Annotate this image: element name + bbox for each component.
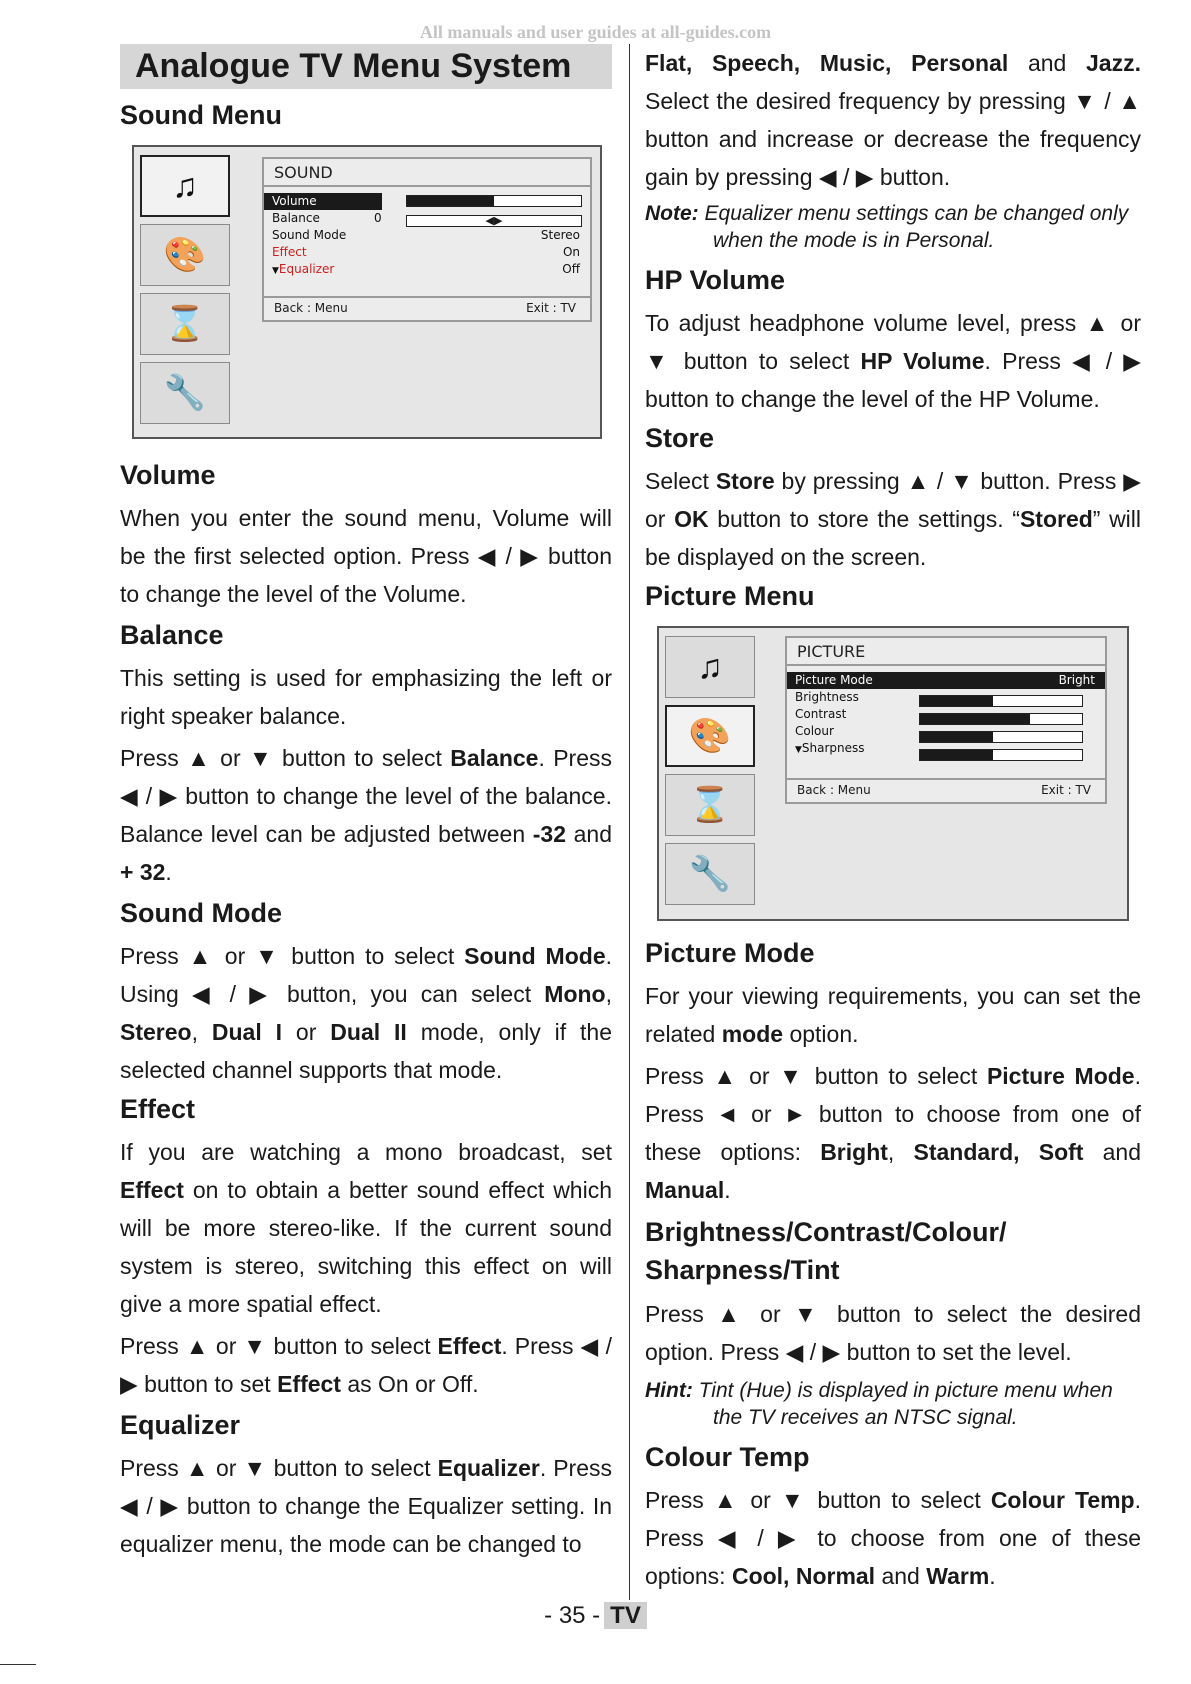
- site-watermark: All manuals and user guides at all-guides.com: [419, 22, 772, 42]
- osd-footer: Back : Menu Exit : TV: [264, 296, 590, 320]
- picture-mode-heading: Picture Mode: [645, 938, 815, 968]
- effect-text-1: If you are watching a mono broadcast, set Effect on to obtain a better sound effect which will be more stereo-like. If the current sound system is stereo, switching this effect on will give a more spatial effect.: [120, 1139, 612, 1317]
- picture-menu-screenshot: [657, 626, 1129, 921]
- brightness-text: Press ▲ or ▼ button to select the desired option. Press ◀ / ▶ button to set the level.: [645, 1301, 1141, 1365]
- contrast-level-bar: [919, 713, 1083, 725]
- right-column: [645, 44, 1141, 1595]
- colour-level-bar: [919, 731, 1083, 743]
- music-note-icon: ♫: [665, 636, 755, 698]
- equalizer-modes-text: Flat, Speech, Music, Personal and Jazz. Select the desired frequency by pressing ▼ / ▲ button and increase or decrease the frequency gain by pressing ◀ / ▶ button.: [645, 50, 1141, 190]
- lock-hourglass-icon: ⌛: [665, 774, 755, 836]
- palette-icon: 🎨: [140, 224, 230, 286]
- osd-row-contrast: Contrast: [795, 707, 847, 721]
- volume-level-bar: [406, 195, 582, 207]
- osd-row-balance: Balance 0: [272, 211, 382, 225]
- volume-text: When you enter the sound menu, Volume will be the first selected option. Press ◀ / ▶ button to change the level of the Volume.: [120, 505, 612, 607]
- hp-volume-heading: HP Volume: [645, 265, 786, 295]
- brightness-heading: Brightness/Contrast/Colour/ Sharpness/Tint: [645, 1217, 1007, 1285]
- sharpness-level-bar: [919, 749, 1083, 761]
- menu-icon-column: [140, 155, 234, 431]
- equalizer-heading: Equalizer: [120, 1410, 241, 1440]
- picture-osd-panel: [785, 636, 1107, 804]
- palette-icon: 🎨: [665, 705, 755, 767]
- sound-osd-title: SOUND: [264, 159, 590, 187]
- brightness-level-bar: [919, 695, 1083, 707]
- menu-icon-column: [665, 636, 759, 912]
- tint-hint: Hint: Tint (Hue) is displayed in picture menu when the TV receives an NTSC signal.: [645, 1379, 1113, 1429]
- balance-slider: ◀▶: [406, 215, 582, 227]
- hp-volume-text: To adjust headphone volume level, press ▲ or ▼ button to select HP Volume. Press ◀ / ▶ button to change the level of the HP Volume.: [645, 310, 1141, 412]
- volume-heading: Volume: [120, 460, 216, 490]
- effect-text-2: Press ▲ or ▼ button to select Effect. Press ◀ / ▶ button to set Effect as On or Off.: [120, 1333, 612, 1397]
- wrench-icon: 🔧: [665, 843, 755, 905]
- store-heading: Store: [645, 423, 715, 453]
- footer-rule: [0, 1664, 36, 1665]
- store-text: Select Store by pressing ▲ / ▼ button. Press ▶ or OK button to store the settings. “Stored” will be displayed on the screen.: [645, 468, 1142, 570]
- osd-row-equalizer: ▼Equalizer Off: [272, 262, 580, 276]
- equalizer-note: Note: Equalizer menu settings can be changed only when the mode is in Personal.: [645, 202, 1129, 252]
- picture-osd-title: PICTURE: [787, 638, 1105, 666]
- balance-text-1: This setting is used for emphasizing the left or right speaker balance.: [120, 665, 612, 729]
- picture-mode-text-1: For your viewing requirements, you can set the related mode option.: [645, 983, 1141, 1047]
- osd-row-colour: Colour: [795, 724, 834, 738]
- picture-mode-text-2: Press ▲ or ▼ button to select Picture Mode. Press ◄ or ► button to choose from one of these options: Bright, Standard, Soft and Manual.: [645, 1063, 1142, 1203]
- osd-row-sound-mode: Sound Mode Stereo: [272, 228, 580, 242]
- wrench-icon: 🔧: [140, 362, 230, 424]
- lock-hourglass-icon: ⌛: [140, 293, 230, 355]
- osd-row-effect: Effect On: [272, 245, 580, 259]
- music-note-icon: ♫: [140, 155, 230, 217]
- column-divider: [629, 44, 630, 1600]
- osd-row-volume: Volume: [264, 193, 382, 210]
- page-title: Analogue TV Menu System: [135, 47, 572, 85]
- colour-temp-text: Press ▲ or ▼ button to select Colour Temp. Press ◀ / ▶ to choose from one of these options: Cool, Normal and Warm.: [645, 1487, 1142, 1589]
- page-title-bar: [120, 44, 612, 89]
- balance-text-2: Press ▲ or ▼ button to select Balance. Press ◀ / ▶ button to change the level of the balance. Balance level can be adjusted between -32 and + 32.: [120, 745, 612, 885]
- osd-row-picture-mode: Picture Mode Bright: [787, 672, 1105, 689]
- picture-menu-heading: Picture Menu: [645, 581, 815, 611]
- page-tag: TV: [604, 1602, 647, 1629]
- sound-menu-heading: Sound Menu: [120, 100, 282, 130]
- osd-footer: Back : Menu Exit : TV: [787, 778, 1105, 802]
- left-column: [120, 44, 612, 1563]
- colour-temp-heading: Colour Temp: [645, 1442, 810, 1472]
- effect-heading: Effect: [120, 1094, 196, 1124]
- sound-menu-screenshot: [132, 145, 602, 439]
- sound-osd-panel: [262, 157, 592, 322]
- equalizer-text: Press ▲ or ▼ button to select Equalizer. Press ◀ / ▶ button to change the Equalizer setting. In equalizer menu, the mode can be changed to: [120, 1455, 612, 1557]
- osd-row-brightness: Brightness: [795, 690, 859, 704]
- sound-mode-heading: Sound Mode: [120, 898, 282, 928]
- osd-row-sharpness: ▼Sharpness: [795, 741, 865, 755]
- page-number: - 35 - TV: [0, 1602, 1191, 1630]
- sound-mode-text: Press ▲ or ▼ button to select Sound Mode. Using ◀ / ▶ button, you can select Mono, Stereo, Dual I or Dual II mode, only if the selected channel supports that mode.: [120, 943, 613, 1083]
- balance-heading: Balance: [120, 620, 224, 650]
